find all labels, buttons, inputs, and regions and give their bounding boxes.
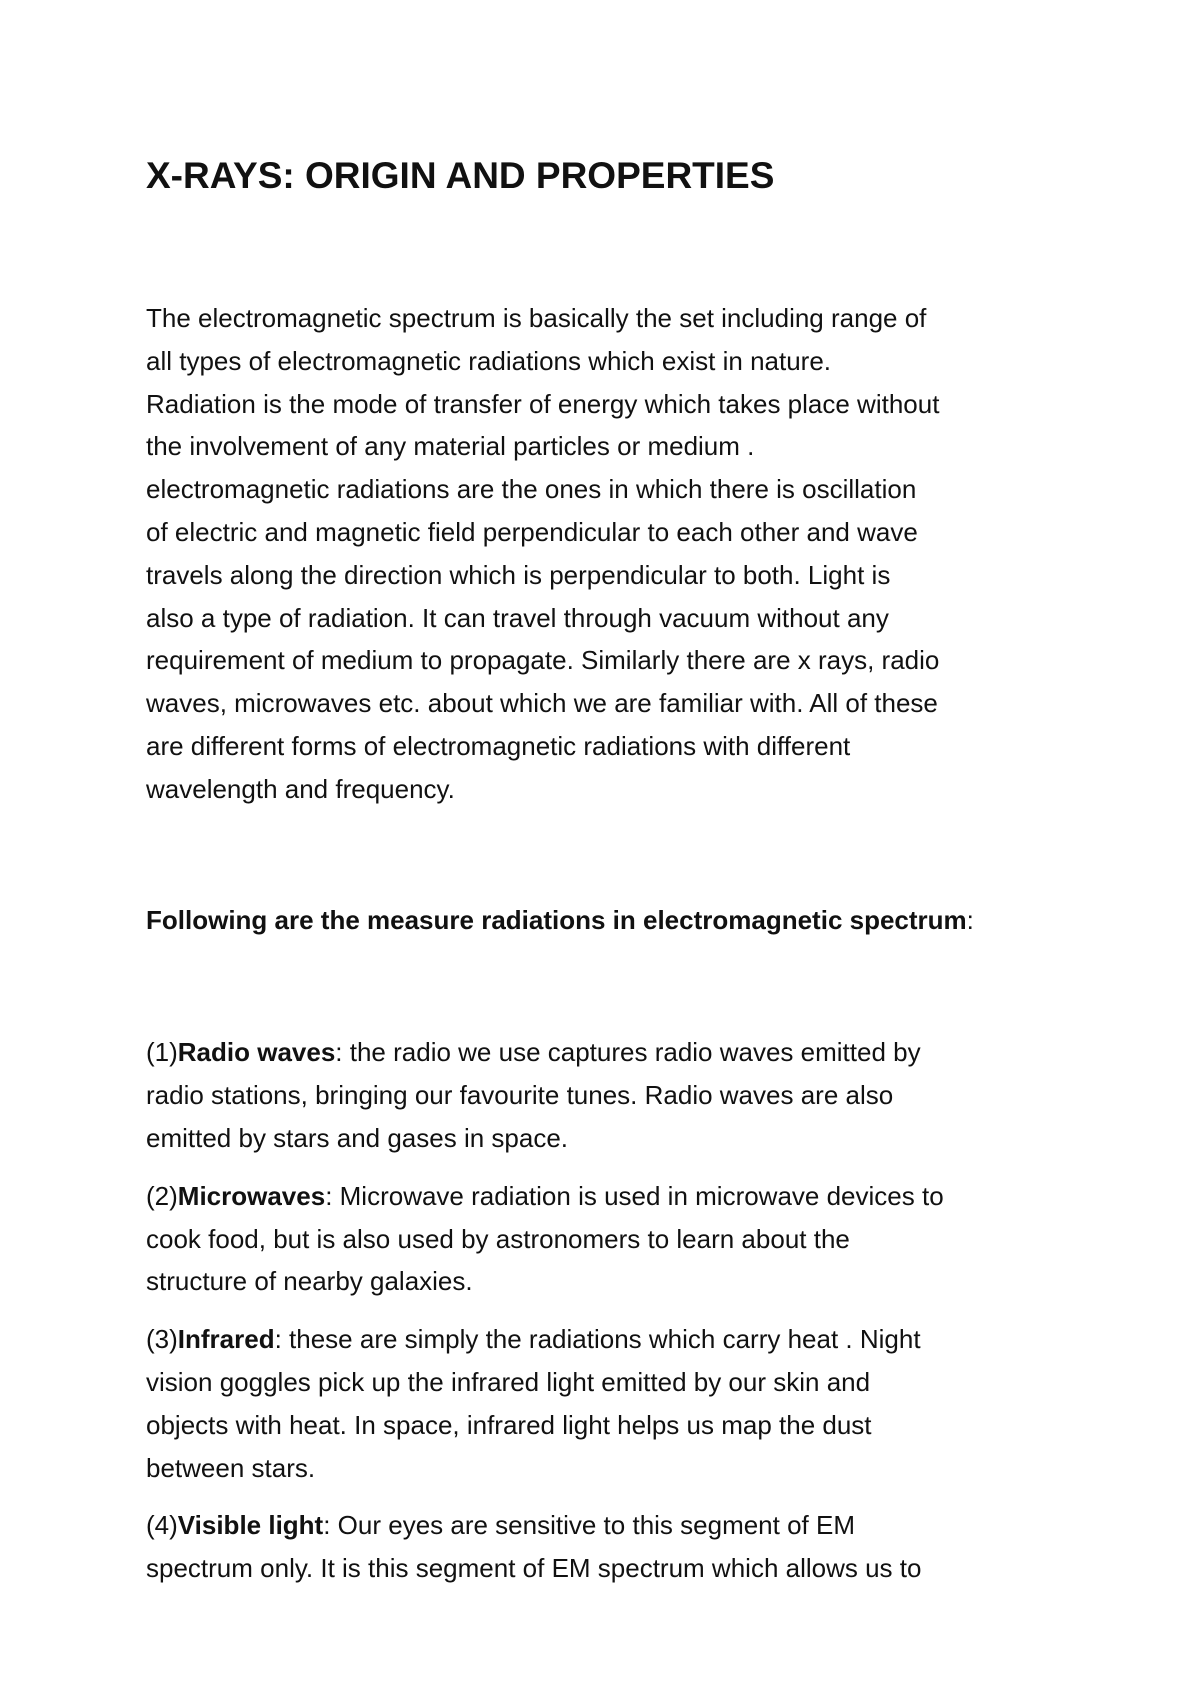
section-heading [146,899,1086,942]
item-term: Radio waves [177,1037,336,1068]
item-term: Visible light [177,1510,324,1541]
item-text: : Microwave radiation is used in microwave devices to cook food, but is also used by astronomers to learn about the structure of nearby galaxies. [146,1180,944,1297]
item-number: (1) [146,1037,178,1068]
item-number: (4) [146,1510,178,1541]
radiation-list [146,1031,1086,1590]
document-page [146,150,1086,1605]
item-term: Infrared [177,1324,275,1355]
item-text: : the radio we use captures radio waves emitted by radio stations, bringing our favourite tunes. Radio waves are also emitted by stars and gases in space. [146,1037,921,1153]
list-item-microwaves [146,1175,1086,1303]
list-item-infrared [146,1318,1086,1489]
list-item-visible-light [146,1504,1086,1590]
list-item-radio-waves [146,1031,1086,1159]
item-number: (2) [146,1180,178,1211]
section-heading-text: Following are the measure radiations in electromagnetic spectrum [146,904,967,935]
section-heading-colon: : [966,904,974,935]
item-text: : Our eyes are sensitive to this segment of EM spectrum only. It is this segment of EM spectrum which allows us to [146,1510,922,1584]
item-text: : these are simply the radiations which carry heat . Night vision goggles pick up the infrared light emitted by our skin and objects with heat. In space, infrared light helps us map the dust between stars. [146,1324,921,1483]
document-title: X-RAYS: ORIGIN AND PROPERTIES [146,155,775,196]
item-term: Microwaves [177,1180,326,1211]
intro-paragraph: The electromagnetic spectrum is basically the set including range of all types of electromagnetic radiations which exist in nature. Radiation is the mode of transfer of energy which takes place without the involvement of any material particles or medium . electromagnetic radiations are the ones in which there is oscillation of electric and magnetic field perpendicular to each other and wave travels along the direction which is perpendicular to both. Light is also a type of radiation. It can travel through vacuum without any requirement of medium to propagate. Similarly there are x rays, radio waves, microwaves etc. about which we are familiar with. All of these are different forms of electromagnetic radiations with different wavelength and frequency. [146,303,940,804]
item-number: (3) [146,1324,178,1355]
